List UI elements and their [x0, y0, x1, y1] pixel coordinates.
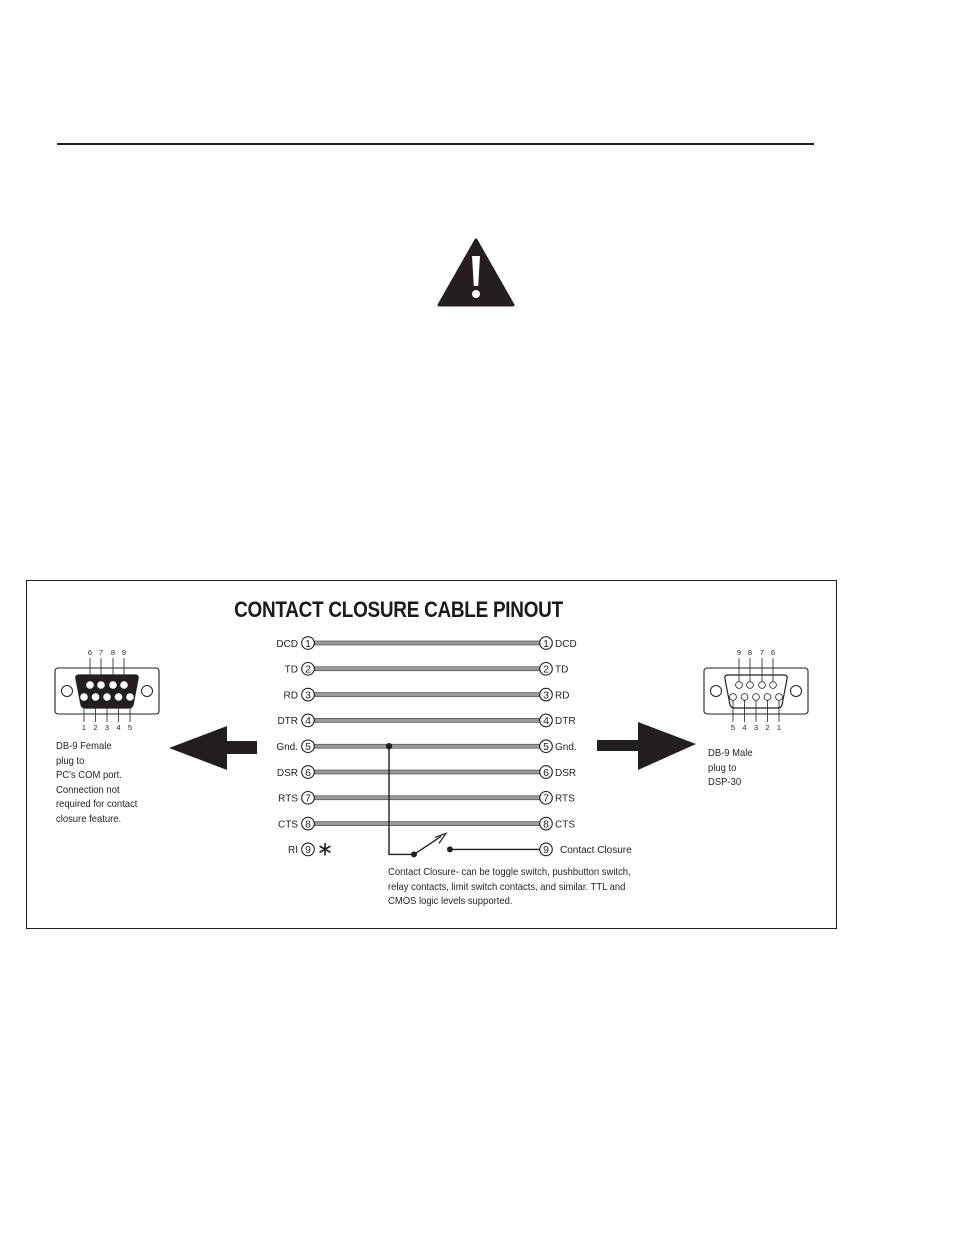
left-pin-number: 1 — [305, 637, 311, 650]
mounting-hole — [62, 686, 73, 697]
right-pin-label: RD — [555, 690, 570, 702]
pin-socket — [87, 682, 94, 689]
right-arrow-icon — [597, 722, 696, 770]
left-pin-label: DTR — [277, 716, 298, 728]
pin-socket — [92, 694, 99, 701]
connector-pin-number: 5 — [127, 723, 133, 732]
left-pin-number: 2 — [305, 663, 311, 676]
right-pin-label: CTS — [555, 819, 575, 831]
pin-socket — [776, 694, 783, 701]
pin-socket — [121, 682, 128, 689]
wire-3 — [314, 693, 539, 697]
ri-marker: ∗ — [316, 838, 334, 861]
left-pin-label: DCD — [276, 638, 298, 650]
mounting-hole — [142, 686, 153, 697]
connector-pin-number: 8 — [747, 648, 753, 657]
connector-pin-number: 4 — [742, 723, 747, 732]
pin-socket — [81, 694, 88, 701]
left-pin-label: RI — [288, 845, 298, 857]
warning-icon — [437, 238, 515, 308]
switch-note-line: relay contacts, limit switch contacts, and similar. TTL and — [388, 880, 626, 893]
connector-pin-number: 6 — [770, 648, 776, 657]
pin-socket — [770, 682, 777, 689]
wire-7 — [314, 796, 539, 800]
mounting-hole — [711, 686, 722, 697]
connector-pin-number: 3 — [104, 723, 110, 732]
male-caption-line: DB-9 Male — [708, 747, 753, 759]
connector-pin-number: 5 — [730, 723, 736, 732]
right-pin-label: Gnd. — [555, 742, 577, 753]
right-pin-number: 5 — [543, 741, 549, 753]
connector-pin-number: 8 — [110, 648, 116, 657]
cable-pinout-panel — [26, 580, 837, 929]
switch-note — [388, 865, 631, 909]
wire-6 — [314, 770, 539, 774]
right-pin-label: DCD — [555, 638, 577, 650]
left-arrow-icon — [169, 726, 257, 770]
right-pin-label: Contact Closure — [560, 845, 632, 857]
left-pin-label: Gnd. — [276, 742, 298, 753]
connector-pin-number: 7 — [759, 648, 765, 657]
pin-socket — [747, 682, 754, 689]
left-pin-number: 4 — [305, 715, 311, 728]
switch-lever-arrow — [435, 833, 446, 843]
pin-socket — [741, 694, 748, 701]
diagram-title: CONTACT CLOSURE CABLE PINOUT — [234, 597, 563, 622]
wire-8 — [314, 822, 539, 826]
left-pin-number: 8 — [305, 818, 311, 831]
left-pin-number: 7 — [305, 792, 311, 805]
right-pin-label: RTS — [555, 793, 575, 805]
left-pin-label: TD — [284, 664, 298, 676]
pin-socket — [127, 694, 134, 701]
switch-note-line: Contact Closure- can be toggle switch, pushbutton switch, — [388, 866, 631, 878]
male-caption-line: plug to — [708, 761, 737, 774]
pin-socket — [110, 682, 117, 689]
connector-pin-number: 2 — [765, 723, 770, 732]
wire-2 — [314, 667, 539, 671]
switch-ground-wire — [389, 746, 413, 854]
female-caption-line: required for contact — [56, 798, 138, 810]
left-pin-number: 9 — [305, 844, 311, 857]
connector-pin-number: 3 — [753, 723, 759, 732]
female-caption — [56, 739, 137, 826]
female-caption-line: Connection not — [56, 783, 120, 796]
pin-socket — [736, 682, 743, 689]
switch-lever — [414, 836, 441, 854]
right-pin-label: DTR — [555, 716, 576, 728]
connector-pin-number: 6 — [87, 648, 93, 657]
right-pin-number: 8 — [543, 818, 549, 831]
connector-pin-number: 9 — [736, 648, 742, 657]
left-pin-number: 6 — [305, 766, 311, 779]
wire-5 — [314, 744, 539, 748]
right-pin-number: 1 — [543, 637, 549, 650]
left-pin-number: 5 — [305, 741, 311, 753]
mounting-hole — [791, 686, 802, 697]
female-caption-line: PC's COM port. — [56, 769, 122, 781]
connector-pin-number: 9 — [121, 648, 127, 657]
right-pin-label: TD — [555, 664, 569, 676]
right-pin-number: 6 — [543, 766, 549, 779]
right-pin-number: 3 — [543, 689, 549, 702]
left-pin-number: 3 — [305, 689, 311, 702]
connector-pin-number: 2 — [93, 723, 98, 732]
header-rule — [57, 143, 814, 145]
pin-socket — [730, 694, 737, 701]
male-caption-line: DSP-30 — [708, 776, 742, 788]
pin-socket — [759, 682, 766, 689]
right-pin-number: 9 — [543, 844, 549, 857]
right-pin-number: 4 — [543, 715, 549, 728]
right-pin-label: DSR — [555, 767, 577, 779]
female-caption-line: DB-9 Female — [56, 740, 112, 752]
db9-male-connector — [704, 648, 808, 732]
female-caption-line: closure feature. — [56, 812, 122, 825]
pin-socket — [753, 694, 760, 701]
connector-pin-number: 1 — [81, 723, 87, 732]
pin-socket — [764, 694, 771, 701]
wire-4 — [314, 718, 539, 722]
left-pin-label: DSR — [276, 767, 298, 779]
right-pin-number: 2 — [543, 663, 549, 676]
male-caption — [708, 746, 753, 790]
wire-1 — [314, 641, 539, 645]
pin-socket — [98, 682, 105, 689]
switch-note-line: CMOS logic levels supported. — [388, 895, 513, 907]
pin-socket — [104, 694, 111, 701]
left-pin-label: RTS — [278, 793, 298, 805]
connector-pin-number: 4 — [116, 723, 121, 732]
db9-female-connector — [55, 648, 159, 732]
right-pin-number: 7 — [543, 792, 549, 805]
female-caption-line: plug to — [56, 754, 85, 767]
left-pin-label: RD — [283, 690, 298, 702]
pin-socket — [115, 694, 122, 701]
connector-pin-number: 7 — [98, 648, 104, 657]
connector-pin-number: 1 — [776, 723, 782, 732]
left-pin-label: CTS — [278, 819, 298, 831]
